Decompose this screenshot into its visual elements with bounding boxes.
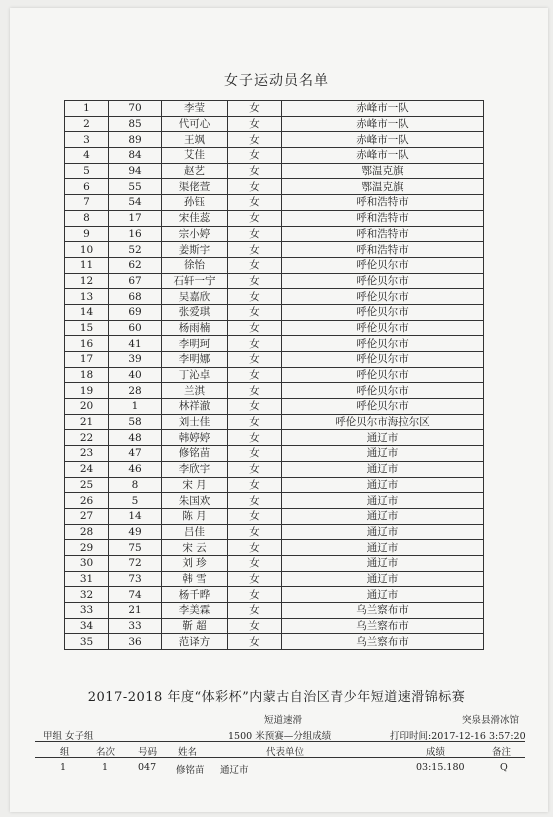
gender: 女 xyxy=(228,461,282,477)
row-number: 13 xyxy=(65,289,109,305)
team: 通辽市 xyxy=(282,493,484,509)
gender: 女 xyxy=(228,399,282,415)
gender: 女 xyxy=(228,226,282,242)
athlete-name: 宋 月 xyxy=(162,477,228,493)
bib-number: 70 xyxy=(109,101,162,117)
gender: 女 xyxy=(228,446,282,462)
table-row xyxy=(65,273,484,289)
row-number: 1 xyxy=(65,101,109,117)
gender: 女 xyxy=(228,320,282,336)
athlete-name: 朱国欢 xyxy=(162,493,228,509)
results-title: 2017-2018 年度“体彩杯”内蒙古自治区青少年短道速滑锦标赛 xyxy=(87,690,466,705)
table-row xyxy=(65,430,484,446)
athlete-name: 张爱琪 xyxy=(162,304,228,320)
athlete-name: 徐怡 xyxy=(162,257,228,273)
gender: 女 xyxy=(228,367,282,383)
table-row xyxy=(65,289,484,305)
team: 通辽市 xyxy=(282,555,484,571)
team: 乌兰察布市 xyxy=(282,603,484,619)
gender: 女 xyxy=(228,273,282,289)
athlete-name: 范译方 xyxy=(162,634,228,650)
gender: 女 xyxy=(228,618,282,634)
athlete-name: 艾佳 xyxy=(162,148,228,164)
bib-number: 94 xyxy=(109,163,162,179)
gender: 女 xyxy=(228,524,282,540)
team: 呼和浩特市 xyxy=(282,195,484,211)
team: 呼和浩特市 xyxy=(282,226,484,242)
row-number: 18 xyxy=(65,367,109,383)
bib-number: 58 xyxy=(109,414,162,430)
gender: 女 xyxy=(228,571,282,587)
athlete-name: 杨千晔 xyxy=(162,587,228,603)
bib-number: 68 xyxy=(109,289,162,305)
bib-number: 40 xyxy=(109,367,162,383)
team: 鄂温克旗 xyxy=(282,179,484,195)
gender: 女 xyxy=(228,540,282,556)
bib-number: 46 xyxy=(109,461,162,477)
table-row xyxy=(65,367,484,383)
entry-group: 1 xyxy=(60,762,67,773)
row-number: 30 xyxy=(65,555,109,571)
header-rule-bottom xyxy=(35,757,525,758)
athlete-name: 李美霖 xyxy=(162,603,228,619)
athlete-name: 赵艺 xyxy=(162,163,228,179)
bib-number: 16 xyxy=(109,226,162,242)
row-number: 21 xyxy=(65,414,109,430)
row-number: 28 xyxy=(65,524,109,540)
bib-number: 55 xyxy=(109,179,162,195)
athlete-name: 兰淇 xyxy=(162,383,228,399)
bib-number: 14 xyxy=(109,508,162,524)
team: 呼和浩特市 xyxy=(282,210,484,226)
row-number: 4 xyxy=(65,148,109,164)
team: 呼伦贝尔市 xyxy=(282,289,484,305)
athlete-name: 代可心 xyxy=(162,116,228,132)
gender: 女 xyxy=(228,242,282,258)
gender: 女 xyxy=(228,493,282,509)
team: 呼伦贝尔市 xyxy=(282,257,484,273)
row-number: 17 xyxy=(65,352,109,368)
table-row xyxy=(65,336,484,352)
gender: 女 xyxy=(228,634,282,650)
team: 呼伦贝尔市 xyxy=(282,399,484,415)
gender: 女 xyxy=(228,414,282,430)
row-number: 35 xyxy=(65,634,109,650)
row-number: 19 xyxy=(65,383,109,399)
table-row xyxy=(65,603,484,619)
entry-note: Q xyxy=(500,762,508,773)
row-number: 16 xyxy=(65,336,109,352)
bib-number: 39 xyxy=(109,352,162,368)
bib-number: 1 xyxy=(109,399,162,415)
team: 赤峰市一队 xyxy=(282,116,484,132)
table-row xyxy=(65,304,484,320)
table-row xyxy=(65,399,484,415)
gender: 女 xyxy=(228,179,282,195)
bib-number: 74 xyxy=(109,587,162,603)
bib-number: 49 xyxy=(109,524,162,540)
row-number: 6 xyxy=(65,179,109,195)
row-number: 2 xyxy=(65,116,109,132)
team: 通辽市 xyxy=(282,524,484,540)
row-number: 5 xyxy=(65,163,109,179)
athlete-name: 韩 雪 xyxy=(162,571,228,587)
team: 呼伦贝尔市 xyxy=(282,320,484,336)
team: 通辽市 xyxy=(282,587,484,603)
team: 乌兰察布市 xyxy=(282,618,484,634)
bib-number: 21 xyxy=(109,603,162,619)
table-row xyxy=(65,540,484,556)
table-row xyxy=(65,132,484,148)
venue-label: 突泉县滑冰馆 xyxy=(462,715,520,726)
gender: 女 xyxy=(228,101,282,117)
team: 通辽市 xyxy=(282,540,484,556)
athlete-name: 孙钰 xyxy=(162,195,228,211)
col-result: 成绩 xyxy=(426,747,446,758)
bib-number: 17 xyxy=(109,210,162,226)
athlete-name: 李莹 xyxy=(162,101,228,117)
col-note: 备注 xyxy=(492,747,512,758)
bib-number: 60 xyxy=(109,320,162,336)
col-bib: 号码 xyxy=(138,747,158,758)
athlete-name: 韩婷婷 xyxy=(162,430,228,446)
team: 呼伦贝尔市 xyxy=(282,383,484,399)
table-row xyxy=(65,352,484,368)
team: 呼伦贝尔市海拉尔区 xyxy=(282,414,484,430)
table-row xyxy=(65,226,484,242)
gender: 女 xyxy=(228,477,282,493)
row-number: 3 xyxy=(65,132,109,148)
row-number: 29 xyxy=(65,540,109,556)
gender: 女 xyxy=(228,148,282,164)
table-row xyxy=(65,587,484,603)
gender: 女 xyxy=(228,430,282,446)
team: 通辽市 xyxy=(282,508,484,524)
entry-result: 03:15.180 xyxy=(416,762,465,773)
entry-team: 通辽市 xyxy=(220,765,249,776)
row-number: 23 xyxy=(65,446,109,462)
row-number: 20 xyxy=(65,399,109,415)
entry-name: 修铭苗 xyxy=(176,765,205,776)
table-row xyxy=(65,618,484,634)
row-number: 32 xyxy=(65,587,109,603)
athlete-name: 石轩一宁 xyxy=(162,273,228,289)
athlete-name: 宗小婷 xyxy=(162,226,228,242)
entry-bib: 047 xyxy=(138,762,157,773)
gender: 女 xyxy=(228,210,282,226)
bib-number: 41 xyxy=(109,336,162,352)
table-row xyxy=(65,195,484,211)
table-row xyxy=(65,116,484,132)
team: 鄂温克旗 xyxy=(282,163,484,179)
row-number: 27 xyxy=(65,508,109,524)
athlete-name: 吴嘉欣 xyxy=(162,289,228,305)
bib-number: 89 xyxy=(109,132,162,148)
team: 乌兰察布市 xyxy=(282,634,484,650)
athlete-name: 刘士佳 xyxy=(162,414,228,430)
athlete-name: 李欣宇 xyxy=(162,461,228,477)
team: 呼伦贝尔市 xyxy=(282,273,484,289)
bib-number: 36 xyxy=(109,634,162,650)
athlete-name: 王飒 xyxy=(162,132,228,148)
row-number: 31 xyxy=(65,571,109,587)
gender: 女 xyxy=(228,116,282,132)
gender: 女 xyxy=(228,383,282,399)
row-number: 33 xyxy=(65,603,109,619)
table-row xyxy=(65,320,484,336)
bib-number: 54 xyxy=(109,195,162,211)
bib-number: 67 xyxy=(109,273,162,289)
bib-number: 47 xyxy=(109,446,162,462)
row-number: 25 xyxy=(65,477,109,493)
table-row xyxy=(65,508,484,524)
row-number: 9 xyxy=(65,226,109,242)
athlete-name: 林祥澈 xyxy=(162,399,228,415)
bib-number: 8 xyxy=(109,477,162,493)
team: 通辽市 xyxy=(282,430,484,446)
athlete-name: 吕佳 xyxy=(162,524,228,540)
gender: 女 xyxy=(228,352,282,368)
team: 呼伦贝尔市 xyxy=(282,304,484,320)
bib-number: 75 xyxy=(109,540,162,556)
athlete-name: 宋 云 xyxy=(162,540,228,556)
bib-number: 48 xyxy=(109,430,162,446)
row-number: 12 xyxy=(65,273,109,289)
team: 呼和浩特市 xyxy=(282,242,484,258)
table-row xyxy=(65,210,484,226)
table-row xyxy=(65,101,484,117)
row-number: 8 xyxy=(65,210,109,226)
team: 呼伦贝尔市 xyxy=(282,336,484,352)
bib-number: 69 xyxy=(109,304,162,320)
athlete-name: 宋佳蕊 xyxy=(162,210,228,226)
bib-number: 84 xyxy=(109,148,162,164)
event-label: 1500 米预赛—分组成绩 xyxy=(228,731,332,742)
team: 赤峰市一队 xyxy=(282,148,484,164)
row-number: 34 xyxy=(65,618,109,634)
team: 通辽市 xyxy=(282,446,484,462)
athlete-name: 丁沁卓 xyxy=(162,367,228,383)
gender: 女 xyxy=(228,163,282,179)
team: 通辽市 xyxy=(282,571,484,587)
row-number: 24 xyxy=(65,461,109,477)
row-number: 7 xyxy=(65,195,109,211)
athlete-name: 刘 珍 xyxy=(162,555,228,571)
gender: 女 xyxy=(228,508,282,524)
gender: 女 xyxy=(228,336,282,352)
table-row xyxy=(65,634,484,650)
table-row xyxy=(65,242,484,258)
table-row xyxy=(65,179,484,195)
athlete-name: 李明娜 xyxy=(162,352,228,368)
gender: 女 xyxy=(228,289,282,305)
col-name: 姓名 xyxy=(178,747,198,758)
table-row xyxy=(65,461,484,477)
table-row xyxy=(65,571,484,587)
athlete-name: 姜斯宇 xyxy=(162,242,228,258)
gender: 女 xyxy=(228,257,282,273)
roster-title: 女子运动员名单 xyxy=(224,73,329,89)
table-row xyxy=(65,383,484,399)
sport-label: 短道速滑 xyxy=(264,715,303,726)
table-row xyxy=(65,163,484,179)
team: 通辽市 xyxy=(282,477,484,493)
team: 呼伦贝尔市 xyxy=(282,367,484,383)
col-team: 代表单位 xyxy=(266,747,305,758)
entry-rank: 1 xyxy=(102,762,109,773)
table-row xyxy=(65,555,484,571)
gender: 女 xyxy=(228,587,282,603)
gender: 女 xyxy=(228,195,282,211)
bib-number: 85 xyxy=(109,116,162,132)
col-group: 组 xyxy=(60,747,70,758)
group-label: 甲组 女子组 xyxy=(43,731,94,742)
team: 赤峰市一队 xyxy=(282,101,484,117)
athlete-name: 修铭苗 xyxy=(162,446,228,462)
bib-number: 52 xyxy=(109,242,162,258)
table-row xyxy=(65,257,484,273)
gender: 女 xyxy=(228,603,282,619)
athlete-name: 陈 月 xyxy=(162,508,228,524)
table-row xyxy=(65,414,484,430)
athlete-name: 杨雨楠 xyxy=(162,320,228,336)
table-row xyxy=(65,148,484,164)
athlete-name: 靳 超 xyxy=(162,618,228,634)
athlete-name: 李明珂 xyxy=(162,336,228,352)
header-rule-top xyxy=(35,741,525,742)
roster-table xyxy=(64,100,484,650)
print-time: 打印时间:2017-12-16 3:57:20 xyxy=(390,731,526,742)
gender: 女 xyxy=(228,304,282,320)
gender: 女 xyxy=(228,555,282,571)
row-number: 10 xyxy=(65,242,109,258)
gender: 女 xyxy=(228,132,282,148)
bib-number: 62 xyxy=(109,257,162,273)
athlete-name: 渠佬萱 xyxy=(162,179,228,195)
row-number: 11 xyxy=(65,257,109,273)
row-number: 22 xyxy=(65,430,109,446)
table-row xyxy=(65,446,484,462)
bib-number: 28 xyxy=(109,383,162,399)
bib-number: 33 xyxy=(109,618,162,634)
row-number: 15 xyxy=(65,320,109,336)
col-rank: 名次 xyxy=(96,747,116,758)
team: 呼伦贝尔市 xyxy=(282,352,484,368)
row-number: 26 xyxy=(65,493,109,509)
bib-number: 72 xyxy=(109,555,162,571)
table-row xyxy=(65,477,484,493)
bib-number: 5 xyxy=(109,493,162,509)
team: 赤峰市一队 xyxy=(282,132,484,148)
team: 通辽市 xyxy=(282,461,484,477)
row-number: 14 xyxy=(65,304,109,320)
table-row xyxy=(65,524,484,540)
bib-number: 73 xyxy=(109,571,162,587)
table-row xyxy=(65,493,484,509)
